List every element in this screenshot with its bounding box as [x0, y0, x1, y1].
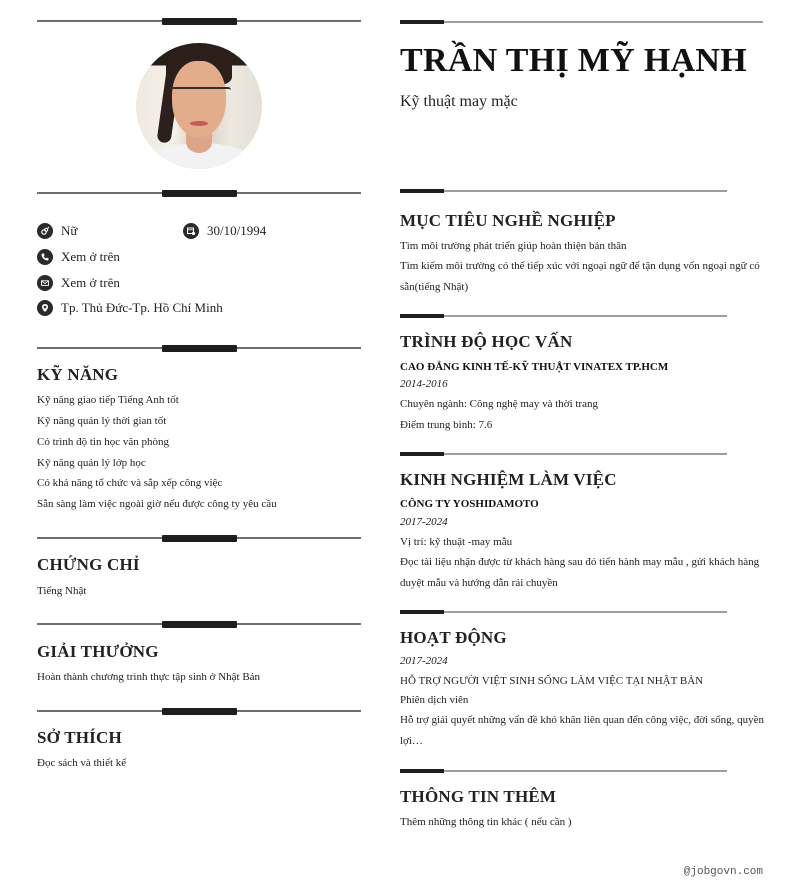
- education-gpa: Điểm trung bình: 7.6: [400, 419, 493, 431]
- divider: [400, 314, 727, 318]
- divider: [37, 621, 361, 628]
- additional-text: Thêm những thông tin khác ( nếu cần ): [400, 816, 572, 828]
- section-title-activities: HOẠT ĐỘNG: [400, 628, 507, 647]
- contact-birthday: [183, 223, 266, 239]
- divider: [400, 769, 727, 773]
- hobby-item: Đọc sách và thiết kế: [37, 757, 127, 769]
- skill-item: Kỹ năng giao tiếp Tiếng Anh tốt: [37, 394, 179, 406]
- divider: [37, 708, 361, 715]
- experience-position: Vị trí: kỹ thuật -may mẫu: [400, 536, 513, 548]
- contact-email: [37, 275, 120, 291]
- divider: [400, 189, 727, 193]
- award-item: Hoàn thành chương trình thực tập sinh ở Nhật Bản: [37, 671, 261, 683]
- location-pin-icon: [37, 300, 53, 316]
- experience-period: 2017-2024: [400, 516, 448, 528]
- skill-item: Sẵn sàng làm việc ngoài giờ nếu được công ty yêu cầu: [37, 498, 277, 510]
- watermark: @jobgovn.com: [683, 866, 763, 878]
- section-title-objective: MỤC TIÊU NGHỀ NGHIỆP: [400, 211, 616, 230]
- address-value: Tp. Thủ Đức-Tp. Hồ Chí Minh: [61, 300, 223, 315]
- objective-line: Tìm môi trường phát triển giúp hoàn thiện bản thân: [400, 240, 627, 252]
- calendar-icon: [183, 223, 199, 239]
- section-title-experience: KINH NGHIỆM LÀM VIỆC: [400, 470, 617, 489]
- divider: [400, 610, 727, 614]
- divider: [400, 452, 727, 456]
- candidate-title: Kỹ thuật may mặc: [400, 93, 518, 110]
- experience-description: Đọc tài liệu nhận được từ khách hàng sau đó tiến hành may mẫu , gửi khách hàng duyệt mẫu và hướng dẫn rải chuyền: [400, 556, 760, 589]
- skill-item: Kỹ năng quản lý lớp học: [37, 457, 146, 469]
- birthday-value: 30/10/1994: [207, 223, 267, 238]
- divider: [37, 18, 361, 25]
- education-period: 2014-2016: [400, 378, 448, 390]
- section-title-skills: KỸ NĂNG: [37, 365, 119, 384]
- skill-item: Kỹ năng quản lý thời gian tốt: [37, 415, 167, 427]
- certificate-item: Tiếng Nhật: [37, 585, 87, 597]
- phone-value: Xem ở trên: [61, 249, 120, 264]
- candidate-name: TRẦN THỊ MỸ HẠNH: [400, 42, 748, 79]
- divider: [37, 190, 361, 197]
- section-title-hobbies: SỞ THÍCH: [37, 728, 122, 747]
- section-title-awards: GIẢI THƯỞNG: [37, 642, 159, 661]
- education-major: Chuyên ngành: Công nghệ may và thời trang: [400, 398, 598, 410]
- email-value: Xem ở trên: [61, 275, 120, 290]
- activity-description: Hỗ trợ giải quyết những vấn đề khó khăn liên quan đến công việc, đời sống, quyền lợi…: [400, 714, 765, 747]
- contact-address: [37, 300, 223, 316]
- activity-period: 2017-2024: [400, 655, 448, 667]
- divider: [37, 345, 361, 352]
- activity-organization: HỖ TRỢ NGƯỜI VIỆT SINH SỐNG LÀM VIỆC TẠI NHẬT BẢN: [400, 675, 704, 687]
- phone-icon: [37, 249, 53, 265]
- section-title-certificates: CHỨNG CHỈ: [37, 555, 140, 574]
- activity-role: Phiên dịch viên: [400, 694, 469, 706]
- skill-item: Có khả năng tổ chức và sắp xếp công việc: [37, 477, 223, 489]
- divider: [400, 20, 763, 24]
- gender-value: Nữ: [61, 223, 78, 238]
- education-school: CAO ĐẲNG KINH TẾ-KỸ THUẬT VINATEX TP.HCM: [400, 361, 669, 373]
- section-title-education: TRÌNH ĐỘ HỌC VẤN: [400, 332, 573, 351]
- objective-line: Tìm kiếm môi trường có thể tiếp xúc với ngoại ngữ để tận dụng vốn ngoại ngữ có sẵn(tiếng Nhật): [400, 260, 760, 293]
- contact-phone: [37, 249, 120, 265]
- profile-photo: [136, 43, 262, 169]
- email-icon: [37, 275, 53, 291]
- section-title-additional: THÔNG TIN THÊM: [400, 787, 557, 806]
- divider: [37, 535, 361, 542]
- experience-company: CÔNG TY YOSHIDAMOTO: [400, 498, 539, 510]
- gender-icon: [37, 223, 53, 239]
- contact-gender: [37, 223, 77, 239]
- skill-item: Có trình độ tin học văn phòng: [37, 436, 169, 448]
